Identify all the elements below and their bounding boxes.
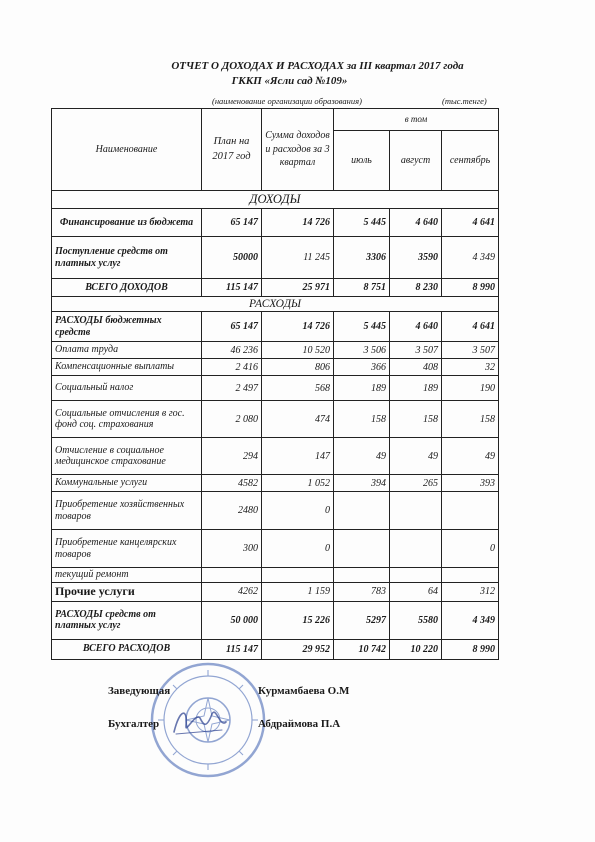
expense-cell-jul: 5297 <box>334 601 390 639</box>
expense-cell-plan: 2 497 <box>202 376 262 401</box>
expense-cell-plan: 2 080 <box>202 401 262 438</box>
income-cell-plan: 115 147 <box>202 279 262 297</box>
expense-cell-jul: 3 506 <box>334 342 390 359</box>
expense-cell-sum: 10 520 <box>262 342 334 359</box>
expense-row-name: Социальные отчисления в гос. фонд соц. страхования <box>52 401 202 438</box>
income-cell-sum: 25 971 <box>262 279 334 297</box>
income-cell-sum: 11 245 <box>262 237 334 279</box>
column-header-plan: План на 2017 год <box>202 109 262 191</box>
expense-cell-jul <box>334 568 390 583</box>
expense-row <box>52 312 499 342</box>
expense-cell-sep: 0 <box>442 530 499 568</box>
expense-cell-jul: 10 742 <box>334 639 390 659</box>
income-cell-plan: 65 147 <box>202 209 262 237</box>
income-cell-aug: 8 230 <box>390 279 442 297</box>
head-name: Курмамбаева О.М <box>258 685 350 697</box>
expense-cell-sep: 8 990 <box>442 639 499 659</box>
expense-row <box>52 530 499 568</box>
expense-cell-sep <box>442 568 499 583</box>
expense-cell-sep: 190 <box>442 376 499 401</box>
expense-cell-sum <box>262 568 334 583</box>
expense-row <box>52 359 499 376</box>
accountant-name: Абдраймова П.А <box>258 718 341 730</box>
column-header-july: июль <box>334 131 390 191</box>
expense-cell-plan: 294 <box>202 438 262 475</box>
expense-row <box>52 582 499 601</box>
expense-row <box>52 438 499 475</box>
column-header-august: август <box>390 131 442 191</box>
expense-cell-sep: 32 <box>442 359 499 376</box>
expense-cell-sum: 29 952 <box>262 639 334 659</box>
expense-cell-sep: 4 349 <box>442 601 499 639</box>
expense-row-name: текущий ремонт <box>52 568 202 583</box>
income-cell-aug: 3590 <box>390 237 442 279</box>
expense-cell-jul: 158 <box>334 401 390 438</box>
income-row <box>52 279 499 297</box>
expense-row-name: Прочие услуги <box>52 582 202 601</box>
unit-note: (тыс.тенге) <box>442 96 487 106</box>
expense-cell-sep: 49 <box>442 438 499 475</box>
income-cell-jul: 8 751 <box>334 279 390 297</box>
expense-cell-jul: 394 <box>334 475 390 492</box>
expense-cell-sum: 1 159 <box>262 582 334 601</box>
expense-cell-jul <box>334 492 390 530</box>
expense-row <box>52 601 499 639</box>
expense-cell-aug <box>390 492 442 530</box>
expense-row-name: Коммунальные услуги <box>52 475 202 492</box>
expense-cell-aug <box>390 530 442 568</box>
expense-row-name: Отчисление в социальное медицинское страхование <box>52 438 202 475</box>
section-expense: РАСХОДЫ <box>52 297 499 312</box>
head-title: Заведующая <box>108 685 171 697</box>
column-header-group: в том <box>334 109 499 131</box>
expense-cell-aug: 10 220 <box>390 639 442 659</box>
expense-cell-aug: 49 <box>390 438 442 475</box>
expense-row <box>52 376 499 401</box>
expense-cell-aug: 158 <box>390 401 442 438</box>
column-header-name: Наименование <box>52 109 202 191</box>
expense-cell-aug: 64 <box>390 582 442 601</box>
expense-cell-sep: 158 <box>442 401 499 438</box>
expense-cell-sep <box>442 492 499 530</box>
expense-cell-aug: 3 507 <box>390 342 442 359</box>
expense-cell-sum: 0 <box>262 530 334 568</box>
expense-row-name: Компенсационные выплаты <box>52 359 202 376</box>
income-cell-sep: 4 641 <box>442 209 499 237</box>
income-cell-sep: 8 990 <box>442 279 499 297</box>
expense-cell-aug: 265 <box>390 475 442 492</box>
expense-cell-plan: 2 416 <box>202 359 262 376</box>
expense-cell-plan: 115 147 <box>202 639 262 659</box>
expense-row <box>52 401 499 438</box>
expense-cell-sep: 393 <box>442 475 499 492</box>
income-row-name: Финансирование из бюджета <box>52 209 202 237</box>
expense-row <box>52 639 499 659</box>
income-cell-sum: 14 726 <box>262 209 334 237</box>
accountant-title: Бухгалтер <box>108 718 160 730</box>
expense-cell-sum: 474 <box>262 401 334 438</box>
expense-cell-sum: 568 <box>262 376 334 401</box>
expense-row-name: РАСХОДЫ бюджетных средств <box>52 312 202 342</box>
income-cell-jul: 3306 <box>334 237 390 279</box>
expense-cell-aug: 4 640 <box>390 312 442 342</box>
expense-cell-aug: 408 <box>390 359 442 376</box>
organization-note: (наименование организации образования) <box>212 96 362 106</box>
expense-cell-jul: 366 <box>334 359 390 376</box>
expense-cell-plan: 2480 <box>202 492 262 530</box>
expense-cell-aug: 189 <box>390 376 442 401</box>
expense-cell-plan: 65 147 <box>202 312 262 342</box>
income-cell-plan: 50000 <box>202 237 262 279</box>
expense-cell-jul: 5 445 <box>334 312 390 342</box>
expense-row <box>52 475 499 492</box>
report-title: ОТЧЕТ О ДОХОДАХ И РАСХОДАХ за III квартал 2017 года <box>171 60 464 72</box>
expense-row-name: ВСЕГО РАСХОДОВ <box>52 639 202 659</box>
expense-cell-sep: 3 507 <box>442 342 499 359</box>
expense-cell-plan: 50 000 <box>202 601 262 639</box>
expense-row-name: Социальный налог <box>52 376 202 401</box>
expense-cell-jul: 49 <box>334 438 390 475</box>
expense-cell-sum: 147 <box>262 438 334 475</box>
expense-row-name: Приобретение канцелярских товаров <box>52 530 202 568</box>
expense-cell-sum: 806 <box>262 359 334 376</box>
column-header-september: сентябрь <box>442 131 499 191</box>
expense-cell-sum: 14 726 <box>262 312 334 342</box>
column-header-sum: Сумма доходов и расходов за 3 квартал <box>262 109 334 191</box>
income-cell-sep: 4 349 <box>442 237 499 279</box>
expense-row-name: РАСХОДЫ средств от платных услуг <box>52 601 202 639</box>
expense-cell-jul: 189 <box>334 376 390 401</box>
expense-row <box>52 568 499 583</box>
expense-cell-plan: 300 <box>202 530 262 568</box>
income-expense-table <box>51 108 499 660</box>
expense-cell-plan: 46 236 <box>202 342 262 359</box>
handwritten-signature <box>170 704 230 738</box>
expense-row-name: Оплата труда <box>52 342 202 359</box>
expense-row-name: Приобретение хозяйственных товаров <box>52 492 202 530</box>
organization-name: ГККП «Ясли сад №109» <box>231 75 348 87</box>
expense-cell-sep: 312 <box>442 582 499 601</box>
expense-cell-plan <box>202 568 262 583</box>
income-cell-jul: 5 445 <box>334 209 390 237</box>
section-income: ДОХОДЫ <box>52 191 499 209</box>
expense-cell-sum: 15 226 <box>262 601 334 639</box>
income-cell-aug: 4 640 <box>390 209 442 237</box>
expense-cell-aug: 5580 <box>390 601 442 639</box>
expense-cell-sum: 1 052 <box>262 475 334 492</box>
expense-cell-sep: 4 641 <box>442 312 499 342</box>
expense-cell-sum: 0 <box>262 492 334 530</box>
expense-row <box>52 342 499 359</box>
expense-cell-jul: 783 <box>334 582 390 601</box>
expense-cell-jul <box>334 530 390 568</box>
expense-row <box>52 492 499 530</box>
income-row-name: ВСЕГО ДОХОДОВ <box>52 279 202 297</box>
expense-cell-plan: 4582 <box>202 475 262 492</box>
income-row <box>52 237 499 279</box>
expense-cell-aug <box>390 568 442 583</box>
expense-cell-plan: 4262 <box>202 582 262 601</box>
income-row-name: Поступление средств от платных услуг <box>52 237 202 279</box>
income-row <box>52 209 499 237</box>
